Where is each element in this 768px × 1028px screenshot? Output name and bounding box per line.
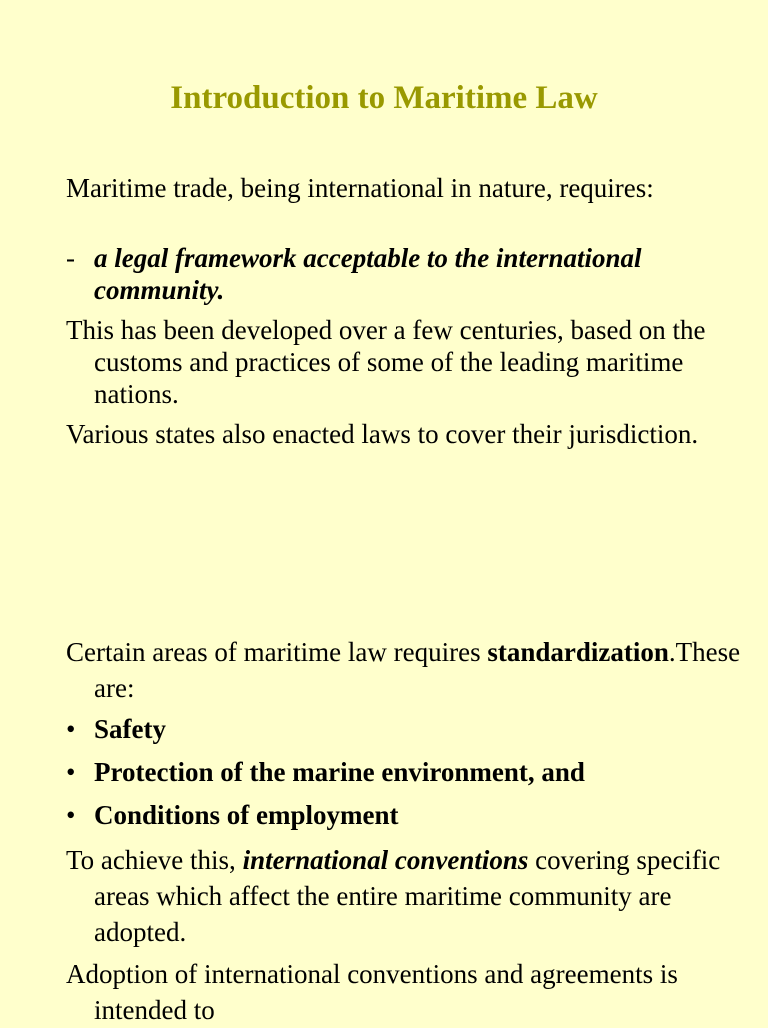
conventions-paragraph — [66, 842, 754, 950]
bullet-marker: • — [66, 800, 76, 830]
bullet-text: Protection of the marine environment, and — [94, 757, 585, 787]
standardization-tail: .These are: — [94, 637, 741, 703]
bullet-marker: • — [66, 714, 76, 744]
bullet-text: Conditions of employment — [94, 800, 399, 830]
requirement-item — [66, 242, 726, 306]
requirement-text: a legal framework acceptable to the international community. — [94, 243, 642, 305]
bullet-item — [66, 756, 726, 788]
conventions-term: international conventions — [242, 845, 529, 875]
bullet-text: Safety — [94, 714, 166, 744]
conventions-tail: covering specific areas which affect the entire maritime community are adopted. — [94, 845, 721, 947]
intro-paragraph: Maritime trade, being international in nature, requires: — [66, 173, 654, 203]
standardization-term: standardization — [487, 637, 669, 667]
bullet-item — [66, 713, 726, 745]
jurisdiction-paragraph: Various states also enacted laws to cover their jurisdiction. — [66, 419, 699, 449]
conventions-lead: To achieve this, — [66, 845, 243, 875]
history-paragraph: This has been developed over a few centuries, based on the customs and practices of some of the leading maritime nations. — [66, 315, 706, 409]
bullet-item — [66, 799, 726, 831]
dash-marker: - — [66, 243, 75, 273]
standardization-lead: Certain areas of maritime law requires — [66, 637, 488, 667]
bullet-marker: • — [66, 757, 76, 787]
adoption-paragraph: Adoption of international conventions and agreements is intended to — [66, 959, 678, 1025]
page-title: Introduction to Maritime Law — [170, 80, 598, 116]
standardization-paragraph — [66, 634, 754, 706]
